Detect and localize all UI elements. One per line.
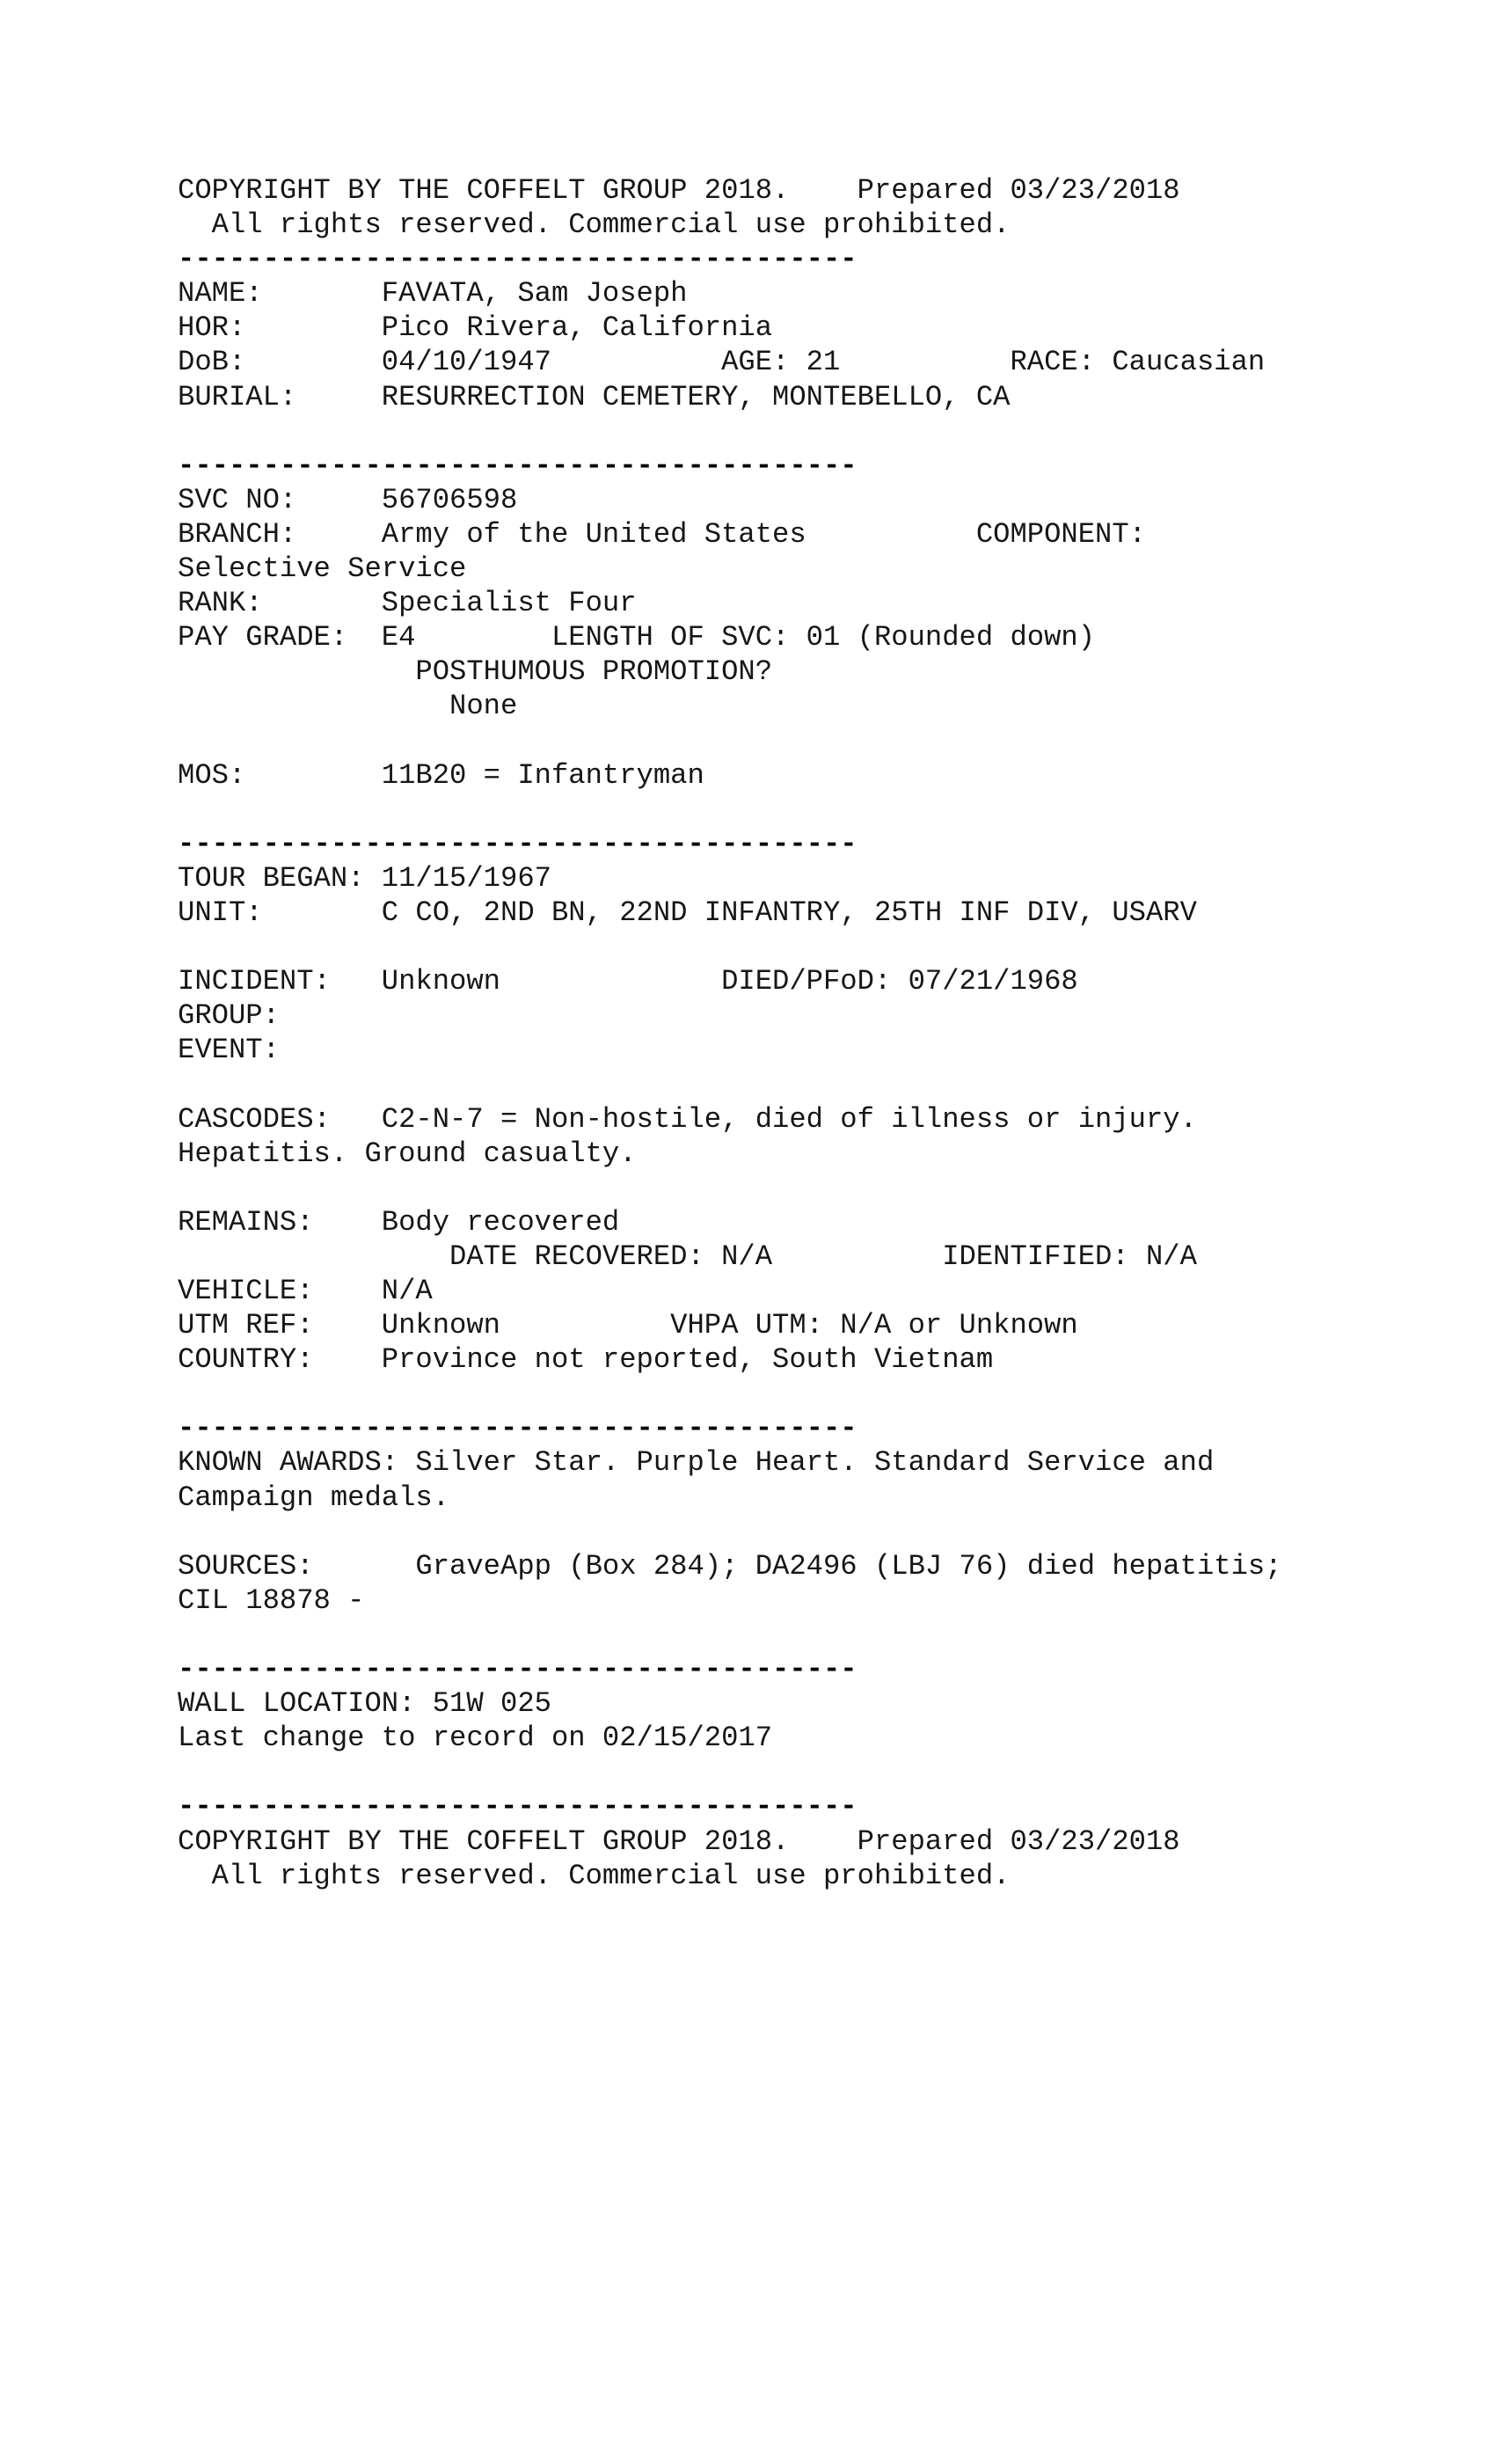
blank-line xyxy=(178,1171,1282,1205)
record-line: TOUR BEGAN: 11/15/1967 xyxy=(178,861,551,895)
record-line: BURIAL: RESURRECTION CEMETERY, MONTEBELLO, CA xyxy=(178,380,1011,413)
record-line: COPYRIGHT BY THE COFFELT GROUP 2018. Prepared 03/23/2018 xyxy=(178,174,1180,207)
blank-line xyxy=(178,1067,1282,1101)
record-line: All rights reserved. Commercial use prohibited. xyxy=(178,1859,1011,1892)
record-line: BRANCH: Army of the United States COMPONENT: xyxy=(178,517,1146,551)
record-line: HOR: Pico Rivera, California xyxy=(178,311,773,345)
blank-line xyxy=(178,1515,1282,1549)
separator-line: ---------------------------------------- xyxy=(178,827,857,860)
record-line: COUNTRY: Province not reported, South Vietnam xyxy=(178,1343,994,1377)
record-line: UNIT: C CO, 2ND BN, 22ND INFANTRY, 25TH INF DIV, USARV xyxy=(178,896,1197,929)
record-line: INCIDENT: Unknown DIED/PFoD: 07/21/1968 xyxy=(178,965,1078,998)
blank-line xyxy=(178,793,1282,827)
record-line: Last change to record on 02/15/2017 xyxy=(178,1722,773,1755)
record-line: SVC NO: 56706598 xyxy=(178,483,518,516)
record-line: GROUP: xyxy=(178,999,280,1033)
record-line: DoB: 04/10/1947 AGE: 21 RACE: Caucasian xyxy=(178,346,1266,379)
record-line: EVENT: xyxy=(178,1034,280,1067)
record-line: VEHICLE: N/A xyxy=(178,1275,433,1307)
blank-line xyxy=(178,1377,1282,1411)
record-text xyxy=(178,173,1282,1893)
record-line: CIL 18878 - xyxy=(178,1583,365,1617)
record-line: MOS: 11B20 = Infantryman xyxy=(178,758,704,792)
record-line: SOURCES: GraveApp (Box 284); DA2496 (LBJ 76) died hepatitis; xyxy=(178,1549,1282,1583)
record-line: POSTHUMOUS PROMOTION? xyxy=(178,655,773,689)
blank-line xyxy=(178,1755,1282,1789)
record-line: COPYRIGHT BY THE COFFELT GROUP 2018. Prepared 03/23/2018 xyxy=(178,1824,1180,1858)
blank-line xyxy=(178,1618,1282,1652)
record-line: REMAINS: Body recovered xyxy=(178,1205,620,1239)
record-line: Campaign medals. xyxy=(178,1481,450,1514)
record-line: UTM REF: Unknown VHPA UTM: N/A or Unknown xyxy=(178,1309,1078,1342)
record-line: PAY GRADE: E4 LENGTH OF SVC: 01 (Rounded down) xyxy=(178,621,1096,654)
separator-line: ---------------------------------------- xyxy=(178,1653,857,1686)
record-line: KNOWN AWARDS: Silver Star. Purple Heart. Standard Service and xyxy=(178,1446,1215,1480)
blank-line xyxy=(178,724,1282,758)
separator-line: ---------------------------------------- xyxy=(178,1790,857,1824)
record-line: RANK: Specialist Four xyxy=(178,587,637,620)
blank-line xyxy=(178,414,1282,449)
record-line: All rights reserved. Commercial use prohibited. xyxy=(178,208,1011,242)
record-line: Selective Service xyxy=(178,552,467,586)
separator-line: ---------------------------------------- xyxy=(178,243,857,276)
record-line: WALL LOCATION: 51W 025 xyxy=(178,1687,551,1721)
record-line: CASCODES: C2-N-7 = Non-hostile, died of illness or injury. xyxy=(178,1102,1197,1136)
record-line: DATE RECOVERED: N/A IDENTIFIED: N/A xyxy=(178,1239,1197,1273)
record-line: None xyxy=(178,690,518,723)
separator-line: ---------------------------------------- xyxy=(178,449,857,482)
record-line: Hepatitis. Ground casualty. xyxy=(178,1137,637,1170)
blank-line xyxy=(178,930,1282,964)
separator-line: ---------------------------------------- xyxy=(178,1412,857,1445)
record-line: NAME: FAVATA, Sam Joseph xyxy=(178,277,688,311)
